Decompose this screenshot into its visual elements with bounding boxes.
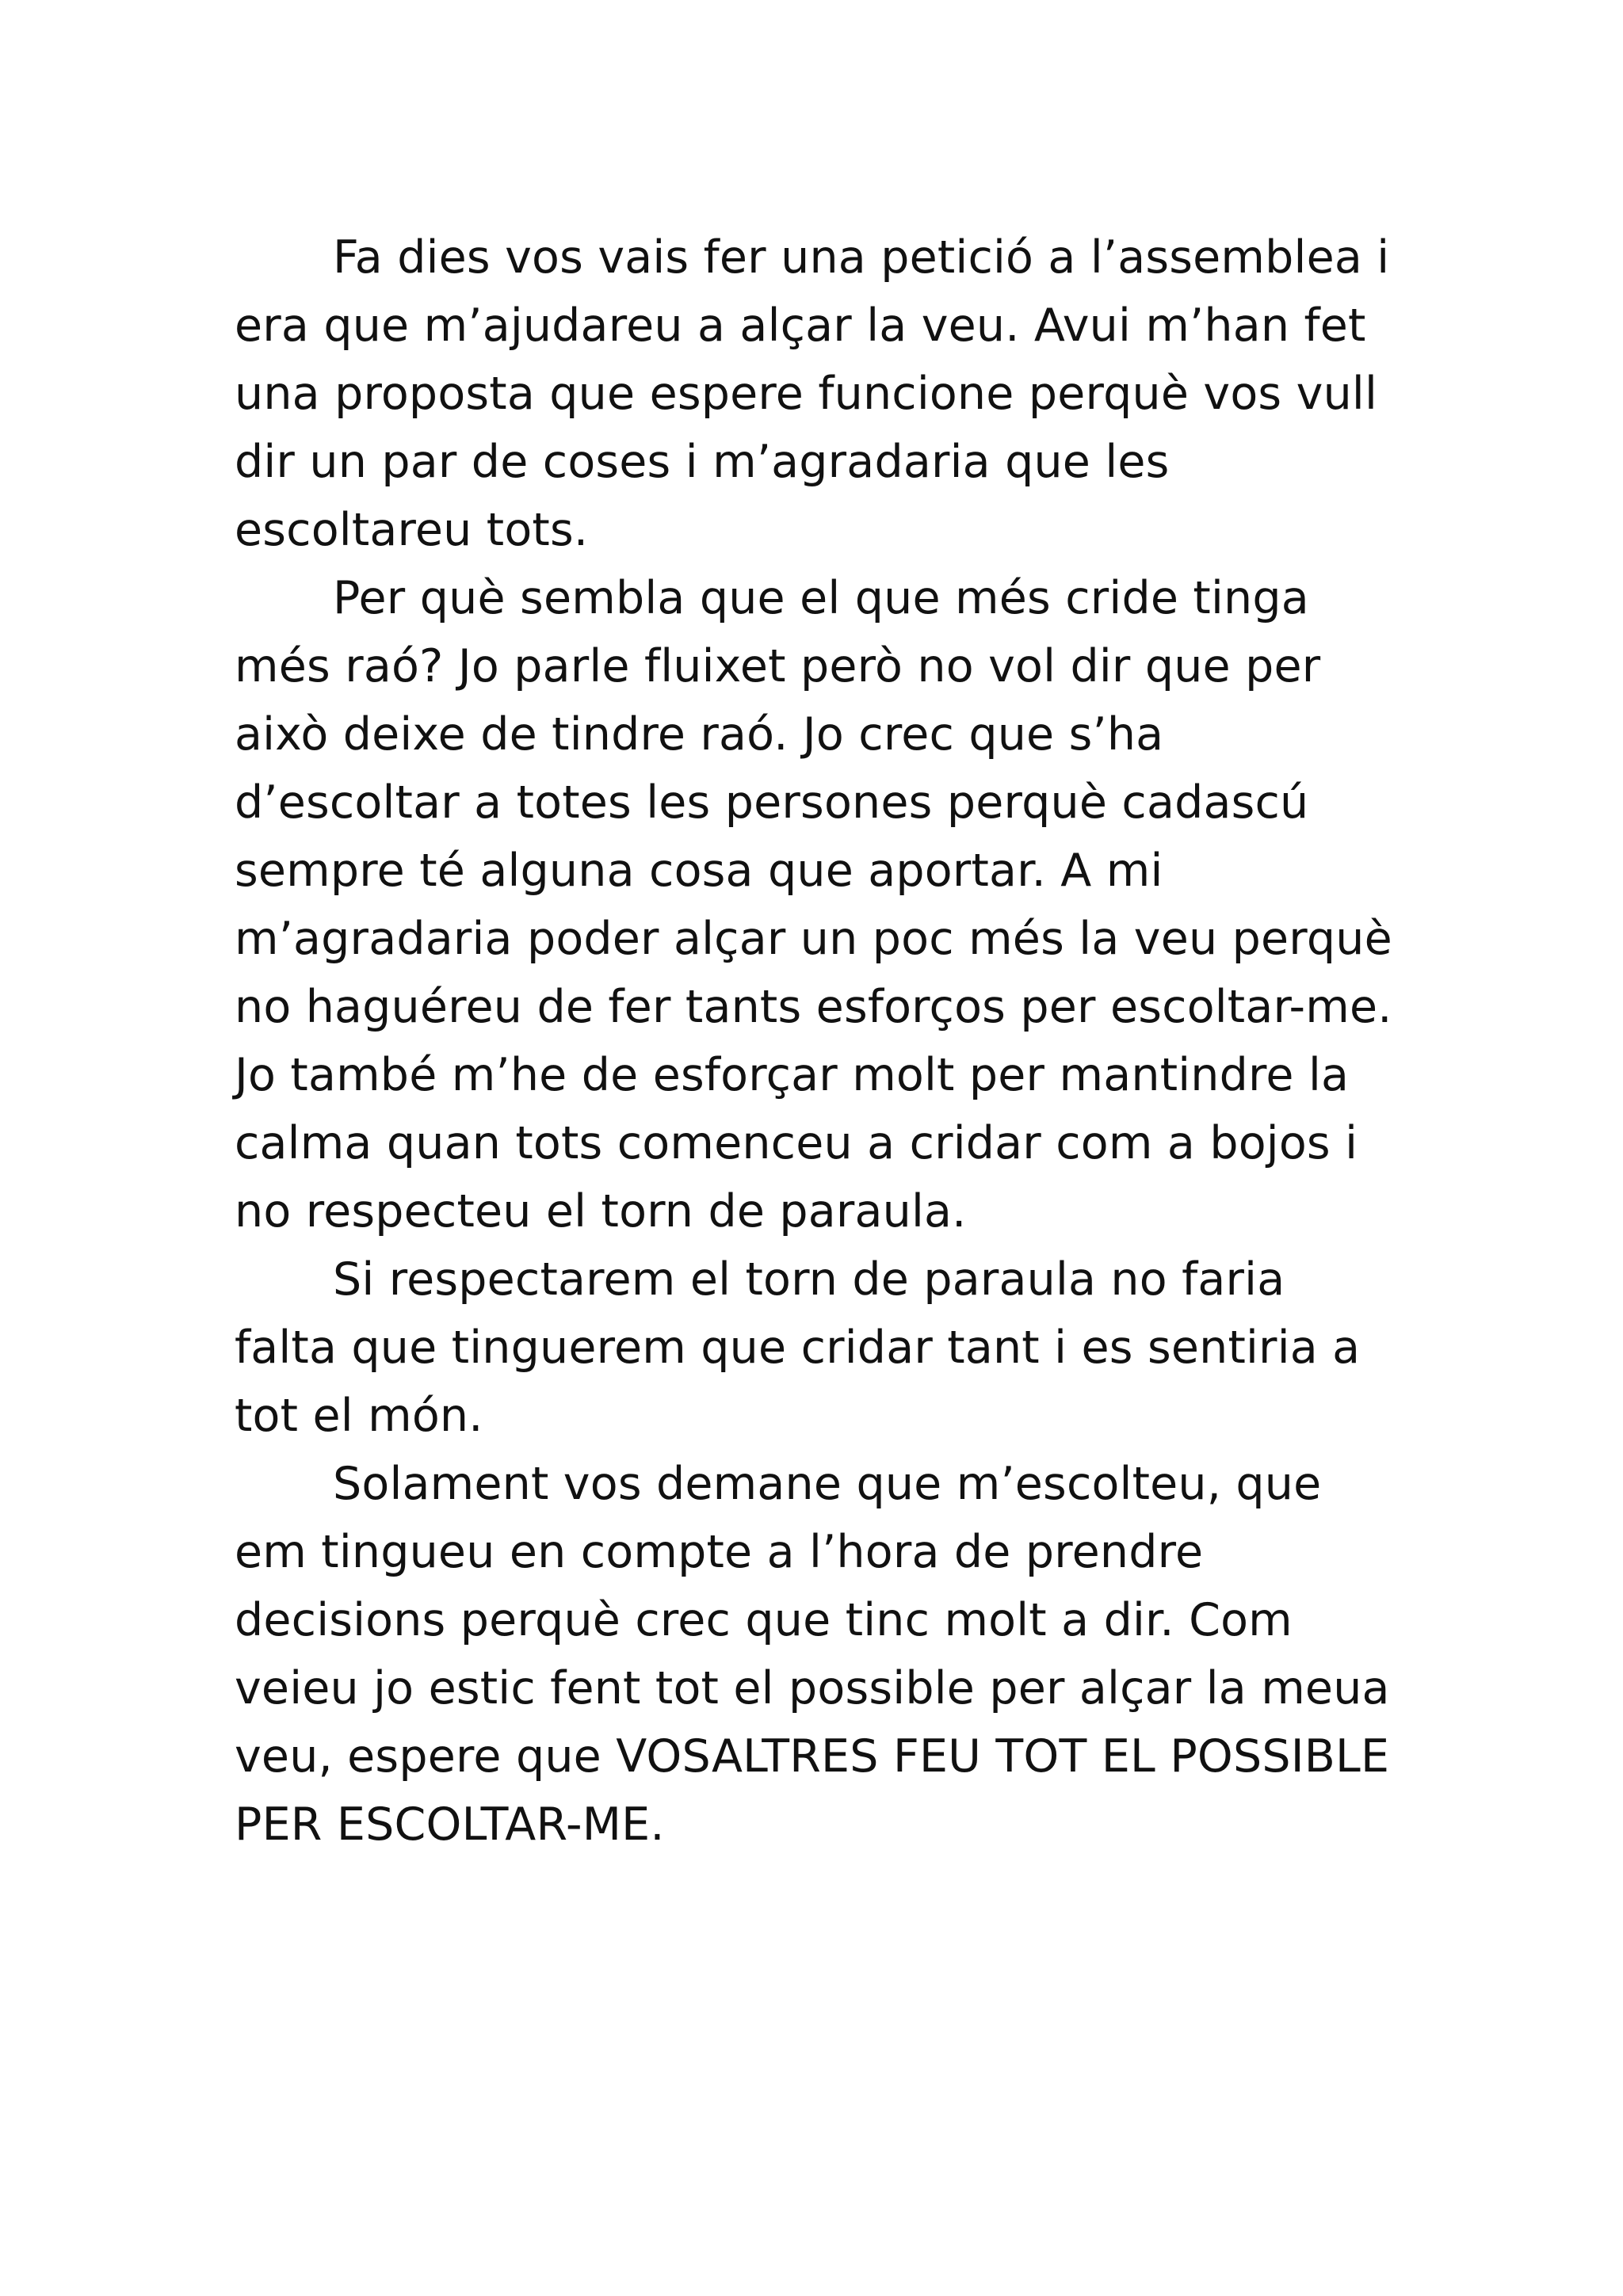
paragraph-4: Solament vos demane que m’escolteu, que em tingueu en compte a l’hora de prendre decisions perquè crec que tinc molt a dir. Com veieu jo estic fent tot el possible per alçar la meua veu, espere que VOSALTRES FEU TOT EL POSSIBLE PER ESCOLTAR-ME. <box>235 1458 1390 1851</box>
paragraph-1: Fa dies vos vais fer una petició a l’assemblea i era que m’ajudareu a alçar la veu. Avui m’han fet una proposta que espere funcione perquè vos vull dir un par de coses i m’agradaria que les escoltareu tots. <box>235 231 1390 556</box>
document-body <box>235 223 1400 1859</box>
paragraph-2: Per què sembla que el que més cride tinga més raó? Jo parle fluixet però no vol dir que per això deixe de tindre raó. Jo crec que s’ha d’escoltar a totes les persones perquè cadascú sempre té alguna cosa que aportar. A mi m’agradaria poder alçar un poc més la veu perquè no haguéreu de fer tants esforços per escoltar-me. Jo també m’he de esforçar molt per mantindre la calma quan tots comenceu a cridar com a bojos i no respecteu el torn de paraula. <box>235 572 1392 1238</box>
paragraph-3: Si respectarem el torn de paraula no faria falta que tinguerem que cridar tant i es sentiria a tot el món. <box>235 1253 1361 1442</box>
